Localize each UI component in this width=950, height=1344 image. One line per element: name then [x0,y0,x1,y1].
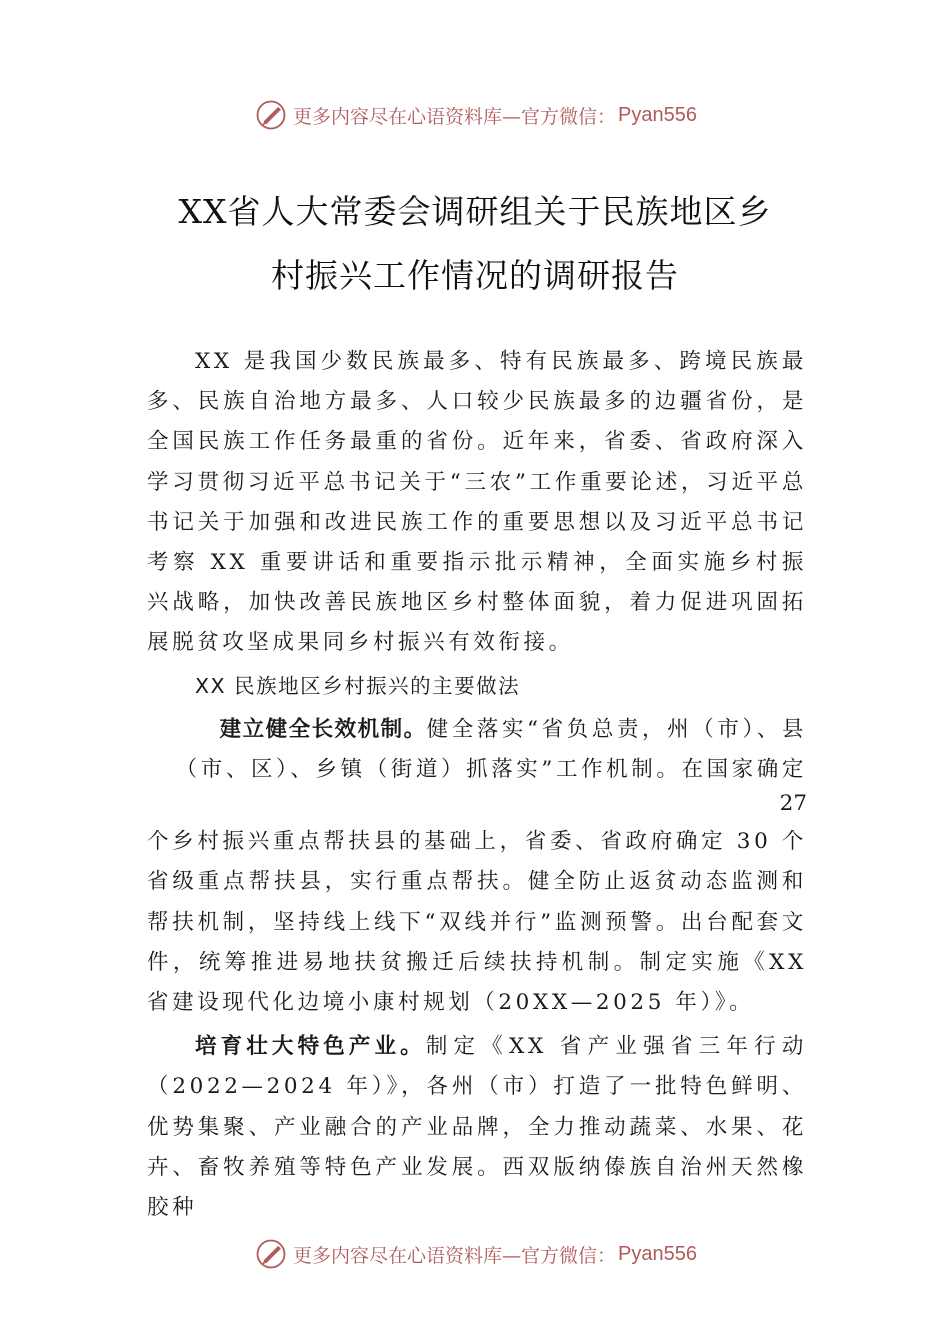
watermark-footer [0,1232,950,1276]
watermark-text: 更多内容尽在心语资料库—官方微信： [293,105,617,128]
mechanism-lead: 建立健全长效机制。 [219,716,427,742]
industry-text: 制定《XX 省产业强省三年行动（2022—2024 年）》，各州（市）打造了一批特色鲜明、优势集聚、产业融合的产业品牌，全力推动蔬菜、水果、花卉、畜牧养殖等特色产业发展。西双版纳傣族自治州天然橡胶种 [147,1034,807,1221]
mechanism-text-1: 健全落实“省负总责，州（市）、县 [426,716,807,742]
section-heading: XX 民族地区乡村振兴的主要做法 [195,673,521,698]
paragraph-mechanism-line-2: （市、区）、乡镇（街道）抓落实”工作机制。在国家确定 [175,757,807,783]
paragraph-intro: XX 是我国少数民族最多、特有民族最多、跨境民族最多、民族自治地方最多、人口较少民族最多的边疆省份，是全国民族工作任务最重的省份。近年来，省委、省政府深入学习贯彻习近平总书记关于“三农”工作重要论述，习近平总书记关于加强和改进民族工作的重要思想以及习近平总书记考察 XX 重要讲话和重要指示批示精神，全面实施乡村振兴战略，加快改善民族地区乡村整体面貌，着力促进巩固拓展脱贫攻坚成果同乡村振兴有效衔接。 [147,349,807,656]
watermark-text: 更多内容尽在心语资料库—官方微信： [293,1244,617,1267]
document-body [147,342,807,1228]
pen-logo-icon [253,97,289,133]
paragraph-mechanism-rest: 个乡村振兴重点帮扶县的基础上，省委、省政府确定 30 个省级重点帮扶县，实行重点帮扶。健全防止返贫动态监测和帮扶机制，坚持线上线下“双线并行”监测预警。出台配套文件，统筹推进易地扶贫搬迁后续扶持机制。制定实施《XX 省建设现代化边境小康村规划（20XX—2025 年）》。 [147,829,807,1016]
paragraph-mechanism-line-1 [147,710,807,750]
paragraph-industry [147,1027,807,1228]
industry-lead: 培育壮大特色产业。 [195,1034,426,1060]
doc-title-line-1: XX省人大常委会调研组关于民族地区乡 [178,192,772,231]
watermark-wechat-id: Pyan556 [618,103,697,126]
watermark-wechat-id: Pyan556 [618,1242,697,1265]
pen-logo-icon [253,1236,289,1272]
stray-number: 27 [779,791,807,817]
watermark-header [0,93,950,137]
doc-title-line-2: 村振兴工作情况的调研报告 [271,256,679,295]
